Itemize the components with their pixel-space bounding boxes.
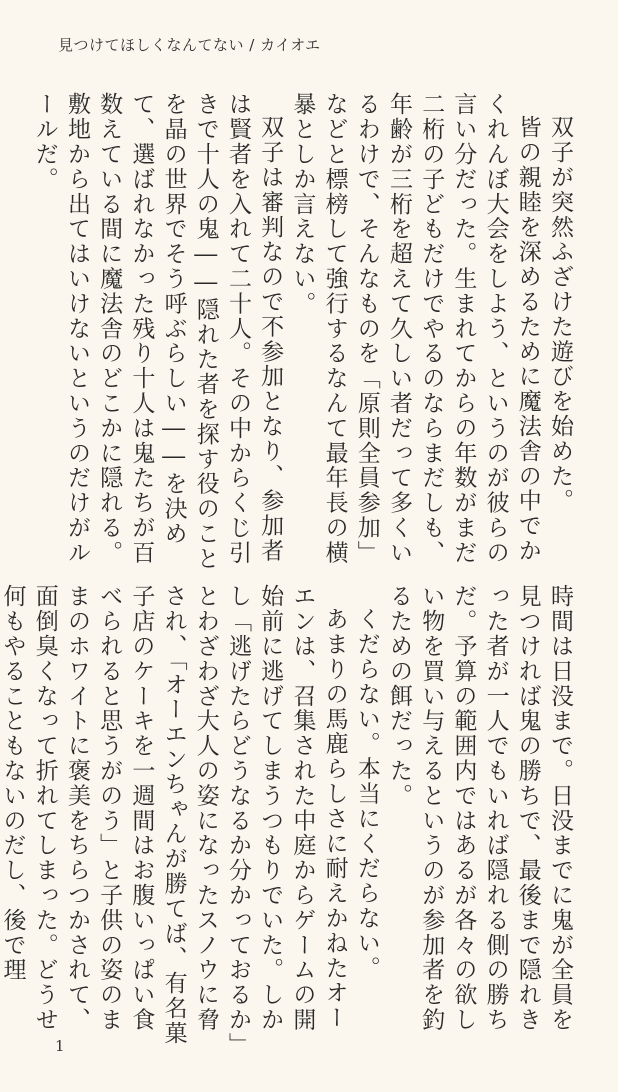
- paragraph: あまりの馬鹿らしさに耐えかねたオーエンは、召集された中庭からゲームの開始前に逃げてしまうつもりでいた。しかし「逃げたらどうなるか分かっておるか」とわざわざ大人の姿になったスノウに脅され、「オーエンちゃんが勝てば、有名菓子店のケーキを一週間はお腹いっぱい食べられると思うがのう」と子供の姿のままのホワイトに褒美をちらつかされて、面倒臭くなって折れてしまった。どうせ何もやることもないのだし、後で理: [0, 584, 348, 1046]
- paragraph: 皆の親睦を深めるために魔法舎の中でかくれんぼ大会をしよう、というのが彼らの言い分だった。生まれてからの年数がまだ二桁の子どもだけでやるのならまだしも、年齢が三桁を超えて久しい者だって多くいるわけで、そんなものを「原則全員参加」などと標榜して強行するなんて最年長の横暴としか言えない。: [289, 92, 541, 566]
- text-block-upper: [29, 92, 576, 572]
- page-number: 1: [55, 1037, 65, 1055]
- paragraph: くだらない。本当にくだらない。: [353, 607, 380, 981]
- paragraph: 時間は日没まで。日没までに鬼が全員を見つければ鬼の勝ちで、最後まで隠れきった者が一人でもいれば隠れる側の勝ちだ。予算の範囲内ではあるが各々の欲しい物を買い与えるというのが参加者を釣るための餌だった。: [385, 584, 573, 1033]
- paragraph: 双子は審判なので不参加となり、参加者は賢者を入れて二十人。その中からくじ引きで十人の鬼――隠れた者を探す役のことを晶の世界でそう呼ぶらしい――を決めて、選ばれなかった残り十人は鬼たちが百数えている間に魔法舎のどこかに隠れる。敷地から出てはいけないというのだけがルールだ。: [31, 92, 284, 572]
- paragraph: 双子が突然ふざけた遊びを始めた。: [547, 115, 573, 514]
- text-block-lower: [0, 584, 576, 1054]
- page-header-title: 見つけてほしくなんてない / カイオエ: [58, 36, 321, 54]
